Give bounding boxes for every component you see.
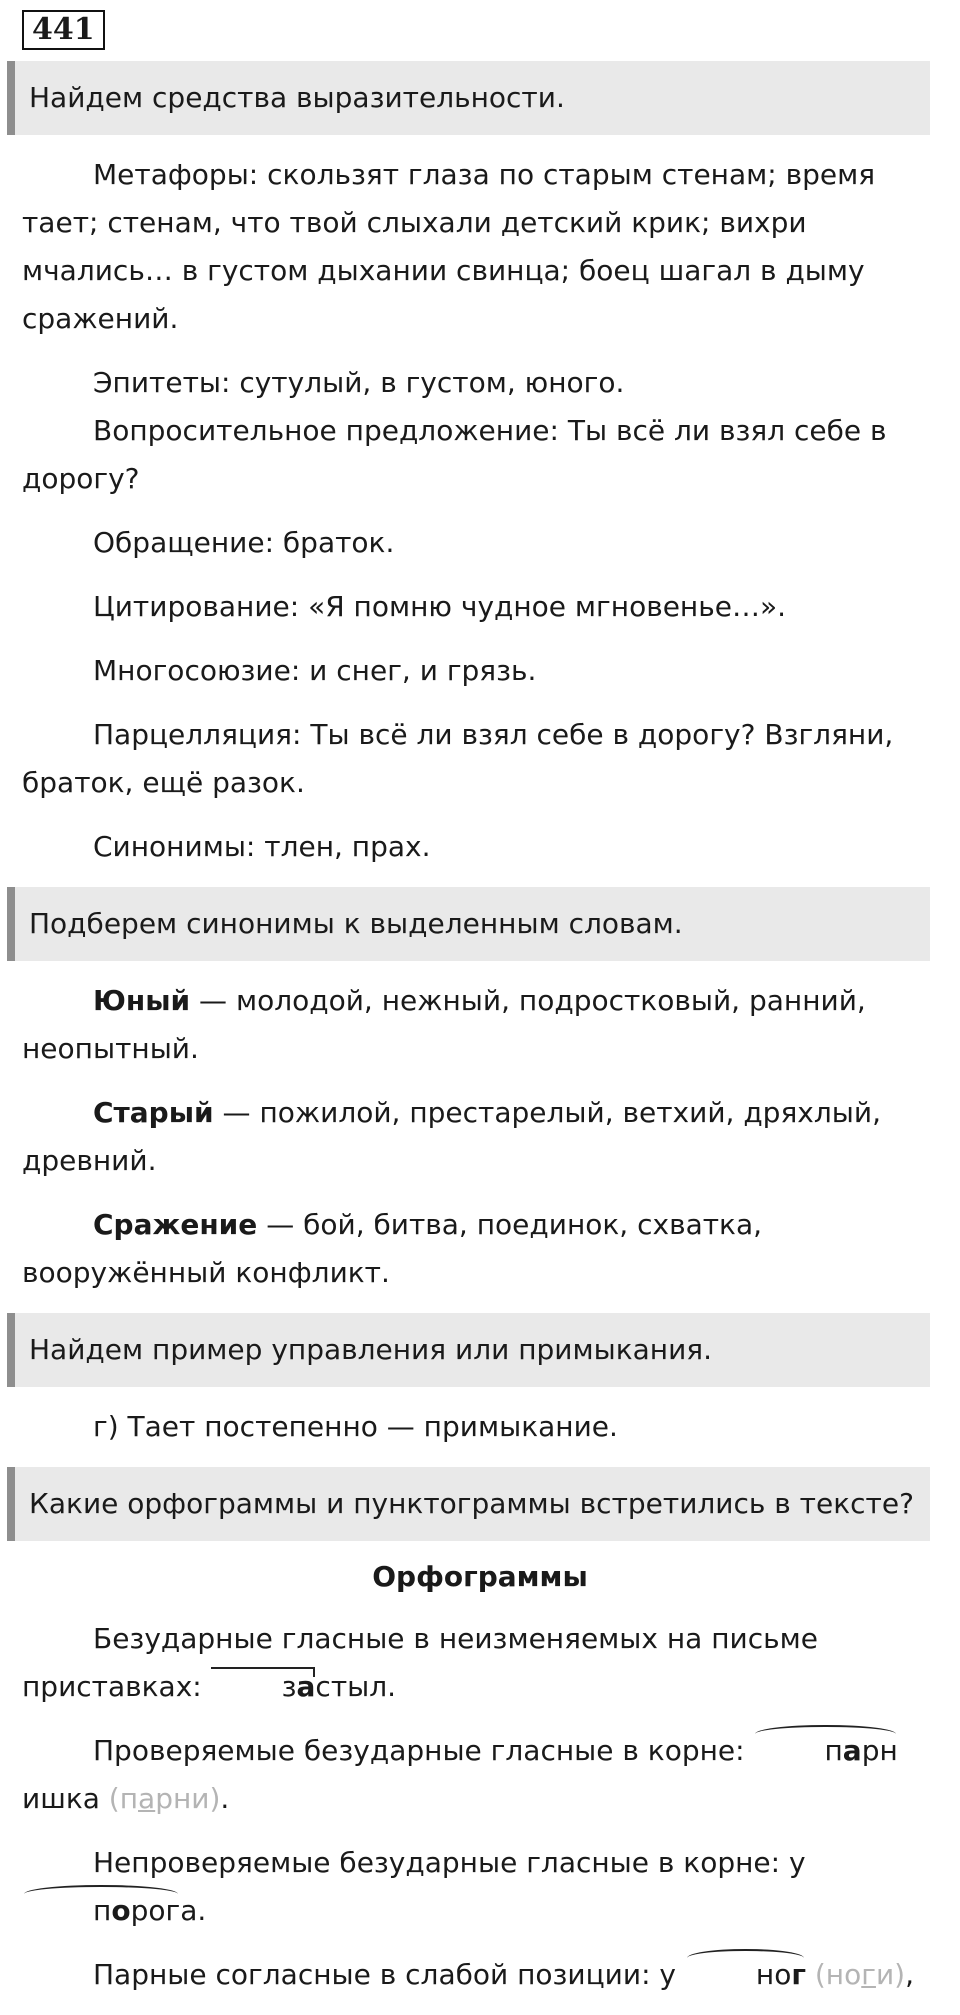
document-body <box>0 61 960 1999</box>
rule-text: Безударные гласные в неизменяемых на письме приставках: <box>22 1622 818 1703</box>
parcellation-paragraph: Парцелляция: Ты всё ли взял себе в дорогу? Взгляни, браток, ещё разок. <box>22 718 894 799</box>
orthogram-letter: а <box>296 1670 316 1703</box>
exercise-number: 441 <box>22 10 105 50</box>
synonym-item-old <box>0 1089 960 1185</box>
synonyms-paragraph: Синонимы: тлен, прах. <box>93 830 431 863</box>
orthograms-heading: Орфограммы <box>372 1560 588 1593</box>
root-letter: рн <box>861 1734 898 1767</box>
word-rest: стыл. <box>315 1670 397 1703</box>
highlighted-word: Юный <box>93 984 191 1017</box>
address-paragraph: Обращение: браток. <box>93 526 395 559</box>
polysyndeton-paragraph: Многосоюзие: и снег, и грязь. <box>93 654 537 687</box>
government-answer: г) Тает постепенно — примыкание. <box>93 1410 618 1443</box>
orthogram-letter: о <box>111 1894 131 1927</box>
task-banner-expressive-means: Найдем средства выразительности. <box>7 61 930 135</box>
rule-text: Непроверяемые безударные гласные в корне: у <box>93 1846 806 1879</box>
root-arc <box>22 1887 180 1935</box>
orthogram-unchecked-vowel <box>0 1839 960 1935</box>
epithets-paragraph: Эпитеты: сутулый, в густом, юного. <box>93 366 625 399</box>
orthogram-letter: а <box>842 1734 862 1767</box>
orthogram-prefix <box>0 1615 960 1711</box>
punct: . <box>220 1782 230 1815</box>
citation-paragraph: Цитирование: «Я помню чудное мгновенье…». <box>93 590 786 623</box>
root-letter: рог <box>130 1894 181 1927</box>
check-word: (ноги) <box>805 1958 906 1991</box>
root-letter: п <box>93 1894 112 1927</box>
synonym-item-battle <box>0 1201 960 1297</box>
task-banner-orthograms: Какие орфограммы и пунктограммы встретились в тексте? <box>7 1467 930 1541</box>
synonym-list: — молодой, нежный, подростковый, ранний, неопытный. <box>22 984 866 1065</box>
orthogram-checked-vowel <box>0 1727 960 1823</box>
rule-text: Проверяемые безударные гласные в корне: <box>93 1734 754 1767</box>
rule-text: Парные согласные в слабой позиции: у <box>93 1958 685 1991</box>
task-banner-government: Найдем пример управления или примыкания. <box>7 1313 930 1387</box>
synonym-item-young <box>0 977 960 1073</box>
word-rest: а. <box>180 1894 207 1927</box>
root-arc <box>685 1951 806 1999</box>
prefix-mark <box>211 1663 316 1711</box>
root-letter: но <box>755 1958 792 1991</box>
synonym-list: — пожилой, престарелый, ветхий, дряхлый, древний. <box>22 1096 881 1177</box>
task-banner-synonyms: Подберем синонимы к выделенным словам. <box>7 887 930 961</box>
highlighted-word: Старый <box>93 1096 214 1129</box>
synonym-list: — бой, битва, поединок, схватка, вооружённый конфликт. <box>22 1208 763 1289</box>
word-rest: ишка <box>22 1782 100 1815</box>
question-paragraph: Вопросительное предложение: Ты всё ли взял себе в дорогу? <box>22 414 887 495</box>
punct: , <box>905 1958 914 1991</box>
check-word: (парни) <box>99 1782 221 1815</box>
orthogram-letter: г <box>791 1958 806 1991</box>
root-arc <box>753 1727 897 1775</box>
orthogram-paired-consonant <box>0 1951 960 1999</box>
highlighted-word: Сражение <box>93 1208 258 1241</box>
metaphors-paragraph: Метафоры: скользят глаза по старым стенам; время тает; стенам, что твой слыхали детский крик; вихри мчались… в густом дыхании свинца; боец шагал в дыму сражений. <box>22 158 876 335</box>
root-letter: п <box>824 1734 843 1767</box>
prefix-letter: з <box>281 1670 297 1703</box>
